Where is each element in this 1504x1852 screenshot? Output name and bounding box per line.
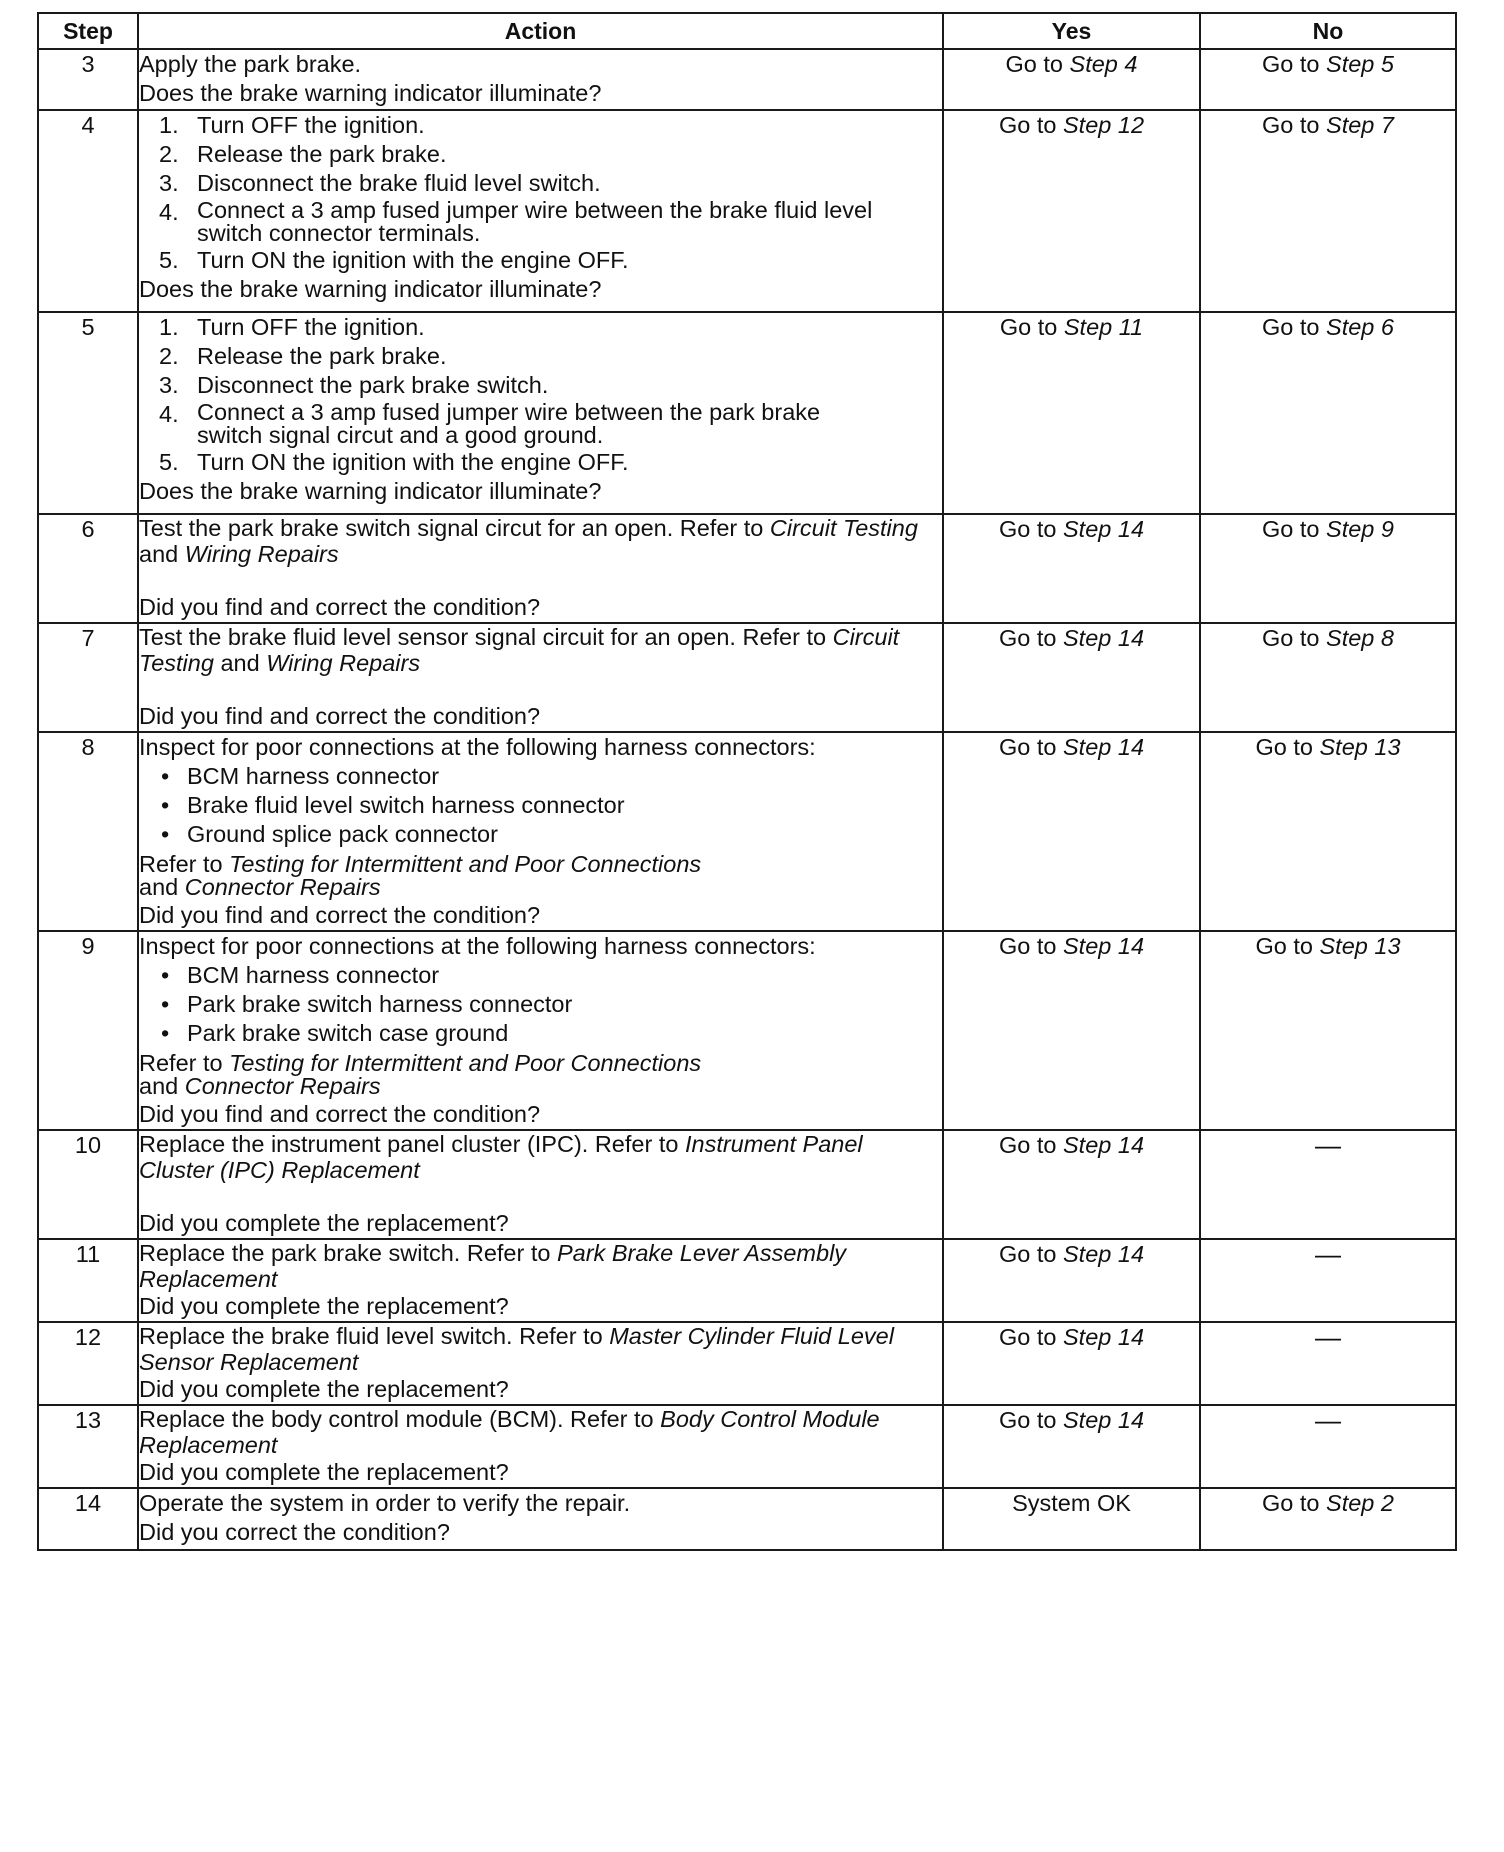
step-number: 12 bbox=[38, 1322, 138, 1405]
no-step-ref: Step 13 bbox=[1319, 734, 1401, 760]
action-cell bbox=[138, 931, 943, 1130]
no-step-ref: Step 6 bbox=[1326, 314, 1394, 340]
no-cell: Go to Step 2 bbox=[1200, 1488, 1456, 1550]
list-item: 3. Disconnect the brake fluid level switch. bbox=[159, 170, 601, 196]
table-row bbox=[38, 312, 1456, 514]
yes-step-ref: Step 4 bbox=[1069, 51, 1138, 77]
action-instruction: Inspect for poor connections at the following harness connectors: bbox=[139, 933, 816, 959]
yes-step-ref: Step 14 bbox=[1063, 933, 1145, 959]
list-item: 1. Turn OFF the ignition. bbox=[159, 314, 425, 340]
yes-cell: Go to Step 14 bbox=[943, 623, 1200, 732]
no-cell: Go to Step 9 bbox=[1200, 514, 1456, 623]
reference-link[interactable]: Wiring Repairs bbox=[184, 541, 339, 567]
header-yes: Yes bbox=[943, 13, 1200, 49]
action-question: Does the brake warning indicator illuminate? bbox=[139, 478, 602, 504]
action-question: Did you complete the replacement? bbox=[139, 1210, 509, 1236]
step-number: 6 bbox=[38, 514, 138, 623]
step-number: 3 bbox=[38, 49, 138, 110]
yes-cell: Go to Step 14 bbox=[943, 732, 1200, 931]
no-cell-dash: — bbox=[1200, 1130, 1456, 1239]
action-instruction: Apply the park brake. bbox=[139, 51, 362, 77]
action-instruction: Replace the park brake switch. Refer to Park Brake Lever Assembly Replacement bbox=[139, 1240, 847, 1292]
action-instruction: Inspect for poor connections at the following harness connectors: bbox=[139, 734, 816, 760]
list-item: 5. Turn ON the ignition with the engine OFF. bbox=[159, 449, 629, 475]
yes-cell: Go to Step 14 bbox=[943, 1322, 1200, 1405]
list-item: • Ground splice pack connector bbox=[161, 821, 498, 847]
yes-step-ref: Step 14 bbox=[1063, 625, 1145, 651]
action-instruction: Operate the system in order to verify the repair. bbox=[139, 1490, 631, 1516]
no-step-ref: Step 9 bbox=[1326, 516, 1394, 542]
reference-link[interactable]: Body Control Module Replacement bbox=[139, 1406, 880, 1458]
reference-text: Refer to Testing for Intermittent and Poor Connections and Connector Repairs bbox=[139, 1050, 702, 1099]
action-question: Did you complete the replacement? bbox=[139, 1293, 509, 1319]
yes-step-ref: Step 14 bbox=[1063, 734, 1145, 760]
step-number: 5 bbox=[38, 312, 138, 514]
action-question: Does the brake warning indicator illuminate? bbox=[139, 276, 602, 302]
reference-link[interactable]: Wiring Repairs bbox=[266, 650, 421, 676]
list-item: • BCM harness connector bbox=[161, 962, 440, 988]
list-item: 2. Release the park brake. bbox=[159, 343, 447, 369]
no-cell bbox=[1200, 49, 1456, 110]
yes-cell: Go to Step 11 bbox=[943, 312, 1200, 514]
no-step-ref: Step 7 bbox=[1326, 112, 1394, 138]
action-cell bbox=[138, 110, 943, 312]
action-instruction: Replace the body control module (BCM). Refer to Body Control Module Replacement bbox=[139, 1406, 880, 1458]
header-action: Action bbox=[138, 13, 943, 49]
action-instruction: Test the brake fluid level sensor signal circuit for an open. Refer to Circuit Testing and Wiring Repairs bbox=[139, 624, 900, 676]
table-row bbox=[38, 1239, 1456, 1322]
reference-text: Refer to Testing for Intermittent and Poor Connections and Connector Repairs bbox=[139, 851, 702, 900]
no-cell-dash: — bbox=[1200, 1239, 1456, 1322]
yes-cell: Go to Step 14 bbox=[943, 1405, 1200, 1488]
yes-step-ref: Step 14 bbox=[1063, 516, 1145, 542]
table-row bbox=[38, 1322, 1456, 1405]
action-instruction: Replace the brake fluid level switch. Refer to Master Cylinder Fluid Level Sensor Replacement bbox=[139, 1323, 894, 1375]
action-question: Did you find and correct the condition? bbox=[139, 703, 541, 729]
action-instruction: Replace the instrument panel cluster (IPC). Refer to Instrument Panel Cluster (IPC) Replacement bbox=[139, 1131, 863, 1183]
step-number: 9 bbox=[38, 931, 138, 1130]
action-cell bbox=[138, 623, 943, 732]
yes-cell: System OK bbox=[943, 1488, 1200, 1550]
no-cell: Go to Step 13 bbox=[1200, 931, 1456, 1130]
table-row bbox=[38, 1488, 1456, 1550]
step-number: 10 bbox=[38, 1130, 138, 1239]
table-row bbox=[38, 931, 1456, 1130]
reference-link[interactable]: Instrument Panel Cluster (IPC) Replacement bbox=[139, 1131, 863, 1183]
diagnostic-table bbox=[37, 12, 1457, 1551]
no-cell: Go to Step 7 bbox=[1200, 110, 1456, 312]
step-number: 7 bbox=[38, 623, 138, 732]
action-cell bbox=[138, 1322, 943, 1405]
reference-link[interactable]: Master Cylinder Fluid Level Sensor Replacement bbox=[139, 1323, 894, 1375]
no-step-ref: Step 8 bbox=[1326, 625, 1394, 651]
list-item: 4. Connect a 3 amp fused jumper wire between the brake fluid level switch connector terminals. bbox=[159, 197, 873, 246]
no-cell: Go to Step 13 bbox=[1200, 732, 1456, 931]
action-cell bbox=[138, 1130, 943, 1239]
list-item: 3. Disconnect the park brake switch. bbox=[159, 372, 549, 398]
action-cell bbox=[138, 1239, 943, 1322]
step-number: 11 bbox=[38, 1239, 138, 1322]
action-question: Did you complete the replacement? bbox=[139, 1459, 509, 1485]
goto-text: Go to bbox=[1262, 51, 1327, 77]
action-cell bbox=[138, 732, 943, 931]
step-number: 8 bbox=[38, 732, 138, 931]
yes-step-ref: Step 14 bbox=[1063, 1241, 1145, 1267]
no-step-ref: Step 13 bbox=[1319, 933, 1401, 959]
list-item: • BCM harness connector bbox=[161, 763, 440, 789]
action-cell bbox=[138, 312, 943, 514]
list-item: 1. Turn OFF the ignition. bbox=[159, 112, 425, 138]
header-step: Step bbox=[38, 13, 138, 49]
yes-step-ref: Step 12 bbox=[1063, 112, 1145, 138]
action-cell bbox=[138, 49, 943, 110]
yes-step-ref: Step 14 bbox=[1063, 1324, 1145, 1350]
action-question: Did you find and correct the condition? bbox=[139, 1101, 541, 1127]
step-number: 14 bbox=[38, 1488, 138, 1550]
no-cell: Go to Step 8 bbox=[1200, 623, 1456, 732]
action-question: Did you find and correct the condition? bbox=[139, 594, 541, 620]
no-cell-dash: — bbox=[1200, 1405, 1456, 1488]
table-row bbox=[38, 110, 1456, 312]
action-cell bbox=[138, 1488, 943, 1550]
no-step-ref: Step 2 bbox=[1326, 1490, 1394, 1516]
goto-text: Go to bbox=[1005, 51, 1070, 77]
reference-link[interactable]: Park Brake Lever Assembly Replacement bbox=[139, 1240, 847, 1292]
yes-cell: Go to Step 14 bbox=[943, 1130, 1200, 1239]
yes-step-ref: Step 14 bbox=[1063, 1132, 1145, 1158]
header-row bbox=[38, 13, 1456, 49]
step-number: 13 bbox=[38, 1405, 138, 1488]
table-row bbox=[38, 732, 1456, 931]
no-cell-dash: — bbox=[1200, 1322, 1456, 1405]
table-row bbox=[38, 623, 1456, 732]
header-no: No bbox=[1200, 13, 1456, 49]
table-row bbox=[38, 49, 1456, 110]
reference-link[interactable]: Connector Repairs bbox=[184, 1073, 381, 1099]
table-row bbox=[38, 1405, 1456, 1488]
list-item: 5. Turn ON the ignition with the engine OFF. bbox=[159, 247, 629, 273]
step-number: 4 bbox=[38, 110, 138, 312]
reference-link[interactable]: Connector Repairs bbox=[184, 874, 381, 900]
list-item: • Park brake switch case ground bbox=[161, 1020, 509, 1046]
table-row bbox=[38, 1130, 1456, 1239]
reference-link[interactable]: Testing for Intermittent and Poor Connections bbox=[229, 851, 702, 877]
no-cell: Go to Step 6 bbox=[1200, 312, 1456, 514]
action-cell bbox=[138, 514, 943, 623]
list-item: 2. Release the park brake. bbox=[159, 141, 447, 167]
yes-cell: Go to Step 12 bbox=[943, 110, 1200, 312]
yes-step-ref: Step 11 bbox=[1063, 314, 1144, 340]
no-step-ref: Step 5 bbox=[1326, 51, 1394, 77]
action-question: Did you find and correct the condition? bbox=[139, 902, 541, 928]
yes-cell: Go to Step 14 bbox=[943, 1239, 1200, 1322]
table-row bbox=[38, 514, 1456, 623]
reference-link[interactable]: Circuit Testing bbox=[769, 515, 918, 541]
yes-step-ref: Step 14 bbox=[1063, 1407, 1145, 1433]
yes-cell: Go to Step 14 bbox=[943, 931, 1200, 1130]
action-question: Did you complete the replacement? bbox=[139, 1376, 509, 1402]
reference-link[interactable]: Circuit Testing bbox=[139, 624, 900, 676]
reference-link[interactable]: Testing for Intermittent and Poor Connections bbox=[229, 1050, 702, 1076]
yes-cell: Go to Step 14 bbox=[943, 514, 1200, 623]
action-instruction: Test the park brake switch signal circut for an open. Refer to Circuit Testing and Wiring Repairs bbox=[139, 515, 918, 567]
action-question: Did you correct the condition? bbox=[139, 1519, 450, 1545]
action-question: Does the brake warning indicator illuminate? bbox=[139, 80, 602, 106]
list-item: • Brake fluid level switch harness connector bbox=[161, 792, 625, 818]
list-item: 4. Connect a 3 amp fused jumper wire between the park brake switch signal circut and a good ground. bbox=[159, 399, 821, 448]
list-item: • Park brake switch harness connector bbox=[161, 991, 573, 1017]
action-cell bbox=[138, 1405, 943, 1488]
yes-cell bbox=[943, 49, 1200, 110]
